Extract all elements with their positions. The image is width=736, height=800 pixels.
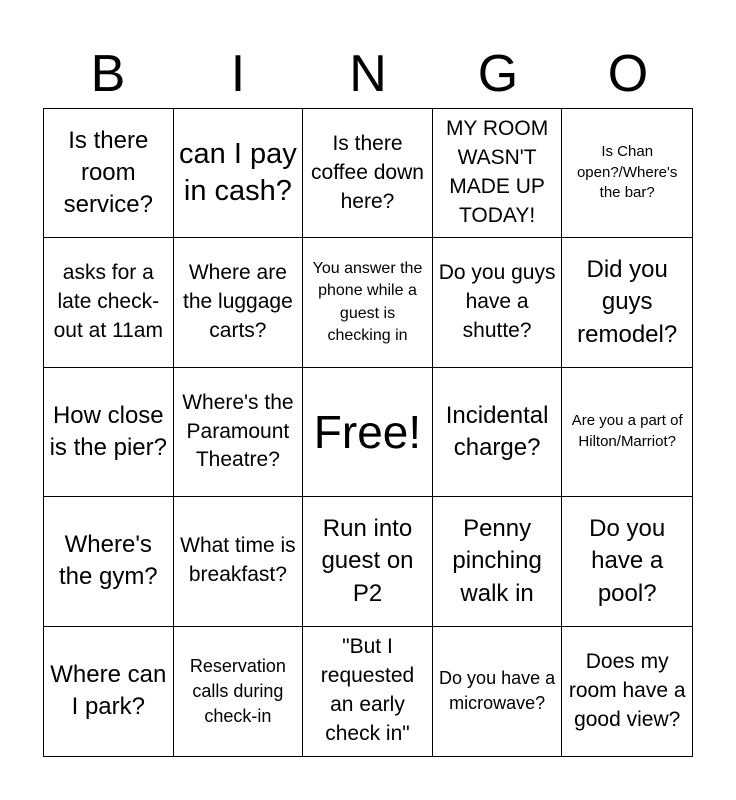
- cell-text: You answer the phone while a guest is checking in: [312, 259, 423, 344]
- cell-text: "But I requested an early check in": [320, 635, 415, 746]
- cell-text: MY ROOM WASN'T MADE UP TODAY!: [445, 117, 549, 228]
- cell-text: Do you have a pool?: [589, 514, 666, 607]
- bingo-cell[interactable]: [433, 368, 563, 497]
- bingo-cell[interactable]: [44, 627, 174, 756]
- cell-text: Where can I park?: [50, 660, 167, 721]
- bingo-cell[interactable]: [174, 627, 304, 756]
- bingo-cell[interactable]: [44, 109, 174, 238]
- bingo-cell[interactable]: [303, 497, 433, 626]
- bingo-cell[interactable]: [303, 109, 433, 238]
- bingo-cell[interactable]: [174, 497, 304, 626]
- bingo-cell[interactable]: [174, 109, 304, 238]
- bingo-cell[interactable]: [562, 368, 692, 497]
- bingo-cell[interactable]: [174, 238, 304, 367]
- cell-text: Does my room have a good view?: [568, 649, 686, 731]
- bingo-cell[interactable]: [562, 238, 692, 367]
- bingo-cell[interactable]: [44, 368, 174, 497]
- bingo-cell[interactable]: [433, 238, 563, 367]
- bingo-cell[interactable]: [562, 627, 692, 756]
- bingo-cell[interactable]: [433, 627, 563, 756]
- header-letter-o: O: [607, 45, 649, 103]
- cell-text: Is there coffee down here?: [311, 131, 424, 213]
- bingo-cell[interactable]: [44, 497, 174, 626]
- bingo-header: [43, 42, 693, 106]
- cell-text: Is Chan open?/Where's the bar?: [576, 143, 678, 202]
- bingo-cell[interactable]: [174, 368, 304, 497]
- cell-text: asks for a late check-out at 11am: [53, 261, 163, 343]
- cell-text: Penny pinching walk in: [452, 514, 542, 607]
- cell-text: Reservation calls during check-in: [189, 655, 286, 726]
- cell-text: Where are the luggage carts?: [183, 261, 293, 343]
- cell-text: Incidental charge?: [445, 401, 549, 461]
- cell-text: Where's the gym?: [58, 531, 158, 591]
- bingo-cell[interactable]: [433, 497, 563, 626]
- bingo-cell[interactable]: [303, 627, 433, 756]
- cell-text: Did you guys remodel?: [577, 256, 678, 348]
- bingo-cell[interactable]: [303, 238, 433, 367]
- free-space-cell[interactable]: [303, 368, 433, 497]
- header-letter-n: N: [349, 45, 387, 103]
- free-space-text: Free!: [313, 405, 422, 458]
- cell-text: Do you have a microwave?: [439, 668, 556, 714]
- cell-text: Do you guys have a shutte?: [438, 261, 556, 343]
- header-letter-b: B: [90, 45, 126, 103]
- bingo-cell[interactable]: [433, 109, 563, 238]
- bingo-board: [43, 108, 693, 757]
- bingo-cell[interactable]: [44, 238, 174, 367]
- bingo-cell[interactable]: [562, 109, 692, 238]
- header-letter-i: I: [230, 45, 246, 103]
- cell-text: Run into guest on P2: [321, 514, 414, 607]
- header-letter-g: G: [477, 45, 519, 103]
- cell-text: How close is the pier?: [49, 401, 167, 461]
- bingo-cell[interactable]: [562, 497, 692, 626]
- cell-text: Where's the Paramount Theatre?: [182, 390, 294, 472]
- cell-text: Are you a part of Hilton/Marriot?: [571, 412, 683, 450]
- cell-text: can I pay in cash?: [179, 138, 297, 208]
- cell-text: What time is breakfast?: [180, 534, 296, 587]
- cell-text: Is there room service?: [63, 126, 153, 219]
